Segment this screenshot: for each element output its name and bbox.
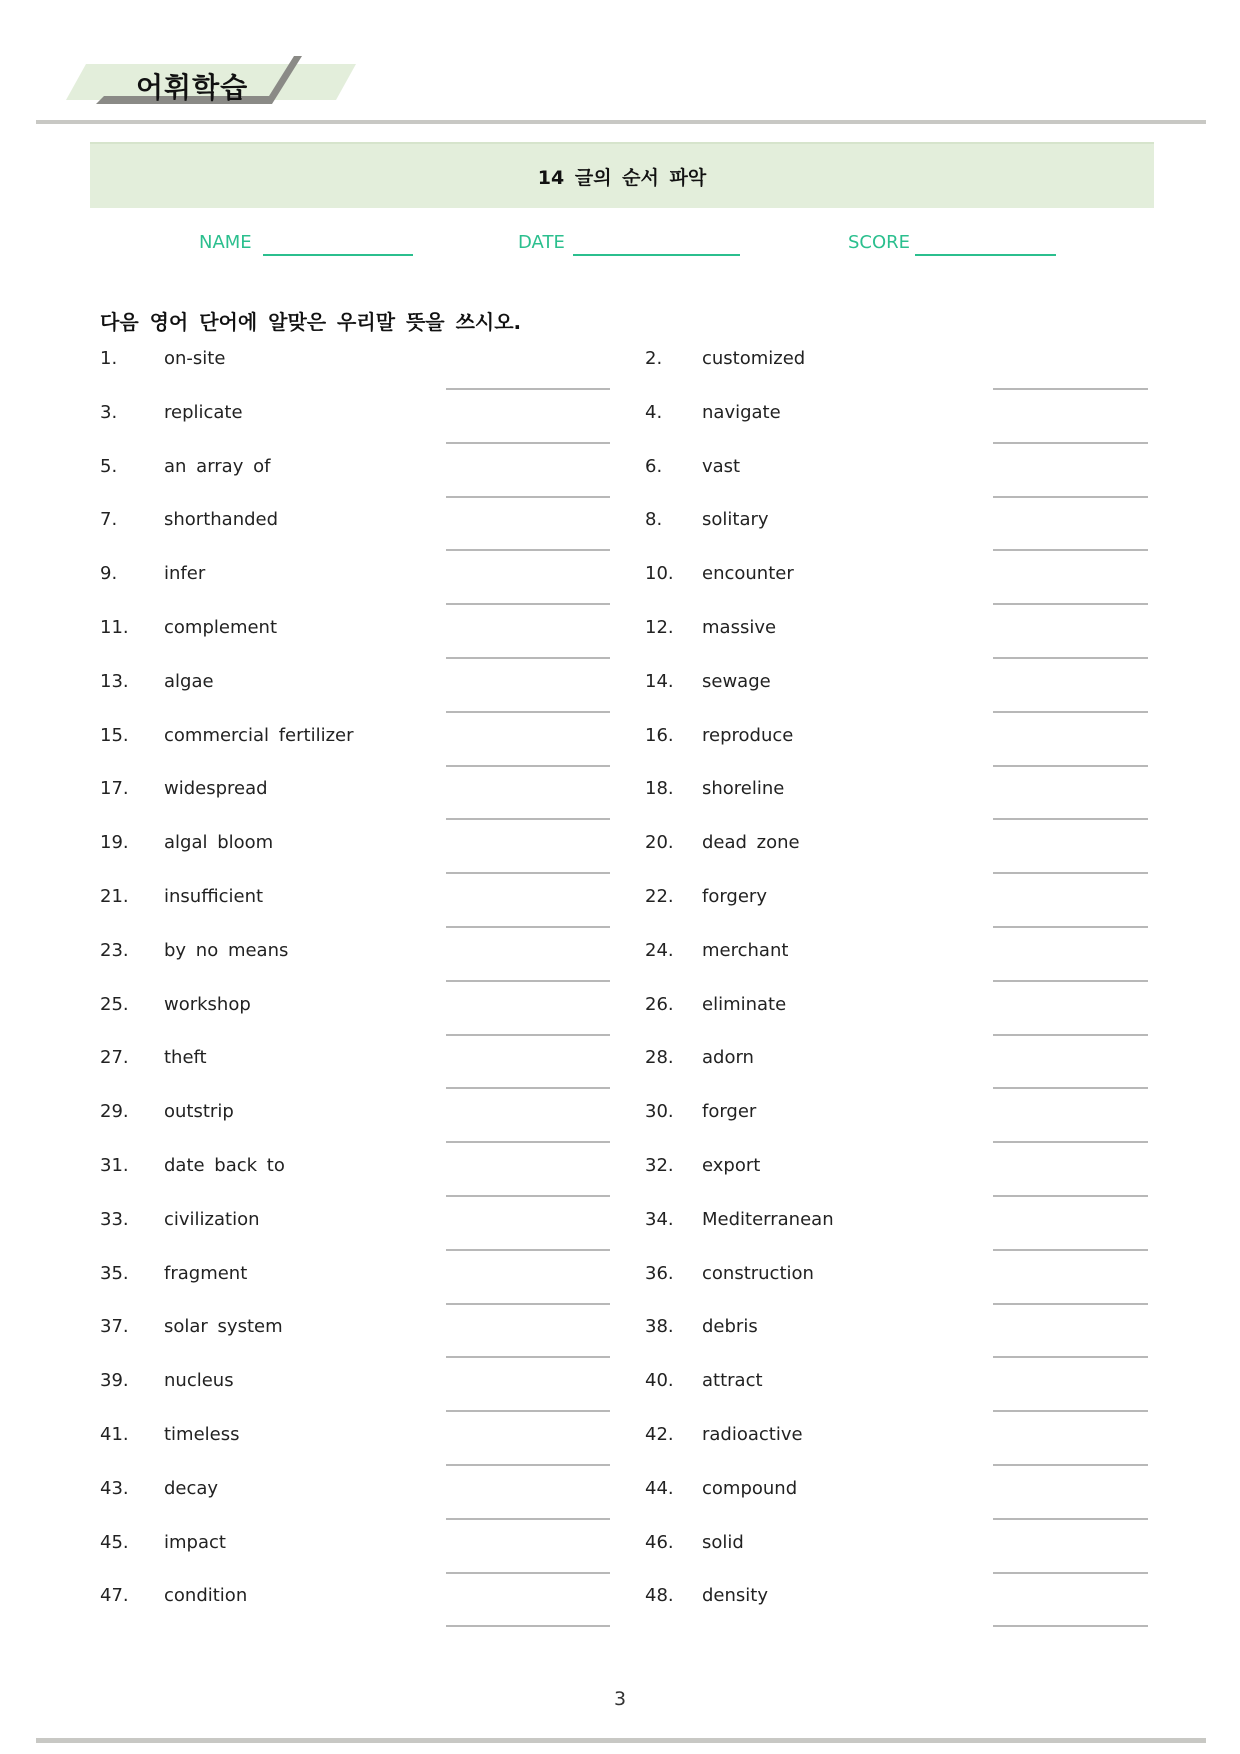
vocab-word: Mediterranean (702, 1208, 834, 1230)
vocab-item (645, 1478, 1148, 1532)
vocab-item (100, 348, 610, 402)
vocab-item (100, 940, 610, 994)
answer-line[interactable] (446, 818, 610, 820)
answer-line[interactable] (993, 388, 1148, 390)
vocab-item (100, 994, 610, 1048)
vocab-number: 37. (100, 1316, 129, 1338)
vocab-item (100, 1370, 610, 1424)
vocab-item (100, 563, 610, 617)
vocab-word: on-site (164, 348, 226, 369)
vocab-number: 18. (645, 778, 674, 800)
vocab-number: 1. (100, 348, 118, 369)
vocab-word: an array of (164, 455, 271, 477)
vocab-number: 42. (645, 1424, 674, 1445)
answer-line[interactable] (993, 1141, 1148, 1143)
answer-line[interactable] (993, 1572, 1148, 1574)
vocab-item (645, 1155, 1148, 1209)
vocab-word: solitary (702, 509, 769, 531)
answer-line[interactable] (993, 926, 1148, 928)
answer-line[interactable] (446, 711, 610, 713)
vocab-item (645, 348, 1148, 402)
vocab-item (645, 1424, 1148, 1478)
answer-line[interactable] (446, 1518, 610, 1520)
answer-line[interactable] (993, 496, 1148, 498)
bottom-divider (36, 1738, 1206, 1743)
vocab-item (100, 725, 610, 779)
vocab-word: replicate (164, 401, 243, 423)
vocab-number: 43. (100, 1477, 129, 1499)
answer-line[interactable] (993, 549, 1148, 551)
vocab-word: condition (164, 1585, 248, 1607)
vocab-number: 8. (645, 509, 663, 531)
answer-line[interactable] (993, 818, 1148, 820)
vocab-item (100, 1047, 610, 1101)
vocab-word: density (702, 1585, 768, 1607)
vocab-number: 15. (100, 724, 129, 746)
vocab-item (645, 1370, 1148, 1424)
answer-line[interactable] (446, 657, 610, 659)
vocab-number: 23. (100, 939, 129, 961)
answer-line[interactable] (993, 1034, 1148, 1036)
answer-line[interactable] (446, 1141, 610, 1143)
vocab-word: widespread (164, 778, 268, 800)
vocab-item (645, 509, 1148, 563)
vocab-word: eliminate (702, 993, 787, 1015)
vocab-item (100, 456, 610, 510)
answer-line[interactable] (993, 1625, 1148, 1627)
vocab-number: 10. (645, 563, 674, 585)
vocab-word: shoreline (702, 778, 785, 800)
vocab-word: merchant (702, 939, 789, 961)
vocab-word: solid (702, 1531, 744, 1553)
vocab-number: 24. (645, 939, 674, 961)
vocab-word: algae (164, 670, 214, 692)
date-label: DATE (518, 232, 565, 253)
vocab-item (645, 617, 1148, 671)
vocab-number: 13. (100, 670, 129, 692)
vocab-item (100, 1316, 610, 1370)
vocab-word: theft (164, 1047, 207, 1069)
vocab-item (645, 832, 1148, 886)
vocab-number: 38. (645, 1316, 674, 1338)
answer-line[interactable] (446, 1249, 610, 1251)
vocab-word: commercial fertilizer (164, 724, 354, 746)
vocab-number: 28. (645, 1047, 674, 1069)
vocab-number: 14. (645, 670, 674, 692)
vocab-word: insufficient (164, 886, 264, 907)
vocab-word: nucleus (164, 1370, 234, 1392)
vocab-item (100, 1155, 610, 1209)
vocab-word: encounter (702, 563, 794, 585)
vocab-number: 26. (645, 993, 674, 1015)
vocab-item (645, 1532, 1148, 1586)
page-number: 3 (613, 1688, 627, 1710)
answer-line[interactable] (446, 1087, 610, 1089)
vocab-word: fragment (164, 1262, 248, 1284)
vocab-item (645, 1209, 1148, 1263)
vocab-number: 40. (645, 1370, 674, 1392)
vocab-word: infer (164, 563, 206, 585)
answer-line[interactable] (446, 980, 610, 982)
vocab-number: 11. (100, 617, 129, 638)
vocab-item (645, 1263, 1148, 1317)
name-label: NAME (199, 232, 252, 253)
instruction-text: 다음 영어 단어에 알맞은 우리말 뜻을 쓰시오. (100, 310, 522, 334)
answer-line[interactable] (446, 603, 610, 605)
answer-line[interactable] (446, 388, 610, 390)
answer-line[interactable] (446, 1625, 610, 1627)
vocab-item (100, 671, 610, 725)
vocab-item (645, 1047, 1148, 1101)
vocab-word: adorn (702, 1047, 754, 1069)
answer-line[interactable] (446, 442, 610, 444)
vocab-word: compound (702, 1477, 798, 1499)
vocab-word: complement (164, 617, 278, 638)
answer-line[interactable] (993, 1410, 1148, 1412)
vocab-item (645, 563, 1148, 617)
answer-line[interactable] (446, 1410, 610, 1412)
answer-line[interactable] (446, 1195, 610, 1197)
vocab-item (100, 832, 610, 886)
answer-line[interactable] (993, 711, 1148, 713)
vocab-item (100, 1101, 610, 1155)
vocab-number: 32. (645, 1155, 674, 1176)
answer-line[interactable] (446, 496, 610, 498)
vocab-number: 9. (100, 563, 118, 585)
vocab-word: civilization (164, 1208, 260, 1230)
vocab-item (645, 1316, 1148, 1370)
answer-line[interactable] (993, 872, 1148, 874)
vocab-number: 22. (645, 886, 674, 907)
vocab-word: attract (702, 1370, 763, 1392)
answer-line[interactable] (446, 872, 610, 874)
vocab-number: 6. (645, 455, 663, 477)
vocab-number: 19. (100, 832, 129, 854)
vocab-word: workshop (164, 993, 251, 1015)
vocab-number: 17. (100, 778, 129, 800)
vocab-item (645, 725, 1148, 779)
vocab-number: 5. (100, 455, 118, 477)
vocab-number: 41. (100, 1424, 129, 1445)
answer-line[interactable] (446, 1572, 610, 1574)
vocab-word: customized (702, 348, 806, 369)
vocab-number: 2. (645, 348, 663, 369)
vocab-item (100, 617, 610, 671)
vocab-number: 7. (100, 509, 118, 531)
vocab-number: 35. (100, 1262, 129, 1284)
vocab-number: 31. (100, 1155, 129, 1176)
vocab-word: forgery (702, 886, 767, 907)
score-label: SCORE (848, 232, 911, 253)
vocab-number: 46. (645, 1531, 674, 1553)
vocab-item (100, 1478, 610, 1532)
vocab-item (100, 886, 610, 940)
vocab-item (100, 1263, 610, 1317)
vocab-item (100, 1209, 610, 1263)
answer-line[interactable] (446, 1356, 610, 1358)
vocab-item (100, 1532, 610, 1586)
vocab-word: date back to (164, 1155, 285, 1176)
vocab-word: vast (702, 455, 741, 477)
vocab-item (645, 940, 1148, 994)
vocab-number: 30. (645, 1101, 674, 1123)
vocab-item (645, 778, 1148, 832)
vocab-number: 21. (100, 886, 129, 907)
vocab-item (645, 994, 1148, 1048)
answer-line[interactable] (993, 603, 1148, 605)
vocab-word: algal bloom (164, 832, 274, 854)
vocab-number: 12. (645, 617, 674, 638)
vocab-word: forger (702, 1101, 757, 1123)
answer-line[interactable] (993, 1249, 1148, 1251)
vocab-word: dead zone (702, 832, 800, 854)
vocab-word: solar system (164, 1316, 283, 1338)
answer-line[interactable] (993, 1356, 1148, 1358)
vocab-number: 47. (100, 1585, 129, 1607)
vocab-number: 16. (645, 724, 674, 746)
vocab-word: sewage (702, 670, 771, 692)
answer-line[interactable] (993, 765, 1148, 767)
vocab-word: impact (164, 1531, 226, 1553)
vocab-word: shorthanded (164, 509, 279, 531)
vocab-number: 36. (645, 1262, 674, 1284)
vocab-number: 39. (100, 1370, 129, 1392)
vocab-number: 20. (645, 832, 674, 854)
vocab-number: 4. (645, 401, 663, 423)
vocab-word: outstrip (164, 1101, 234, 1123)
answer-line[interactable] (446, 926, 610, 928)
vocab-word: reproduce (702, 724, 794, 746)
vocab-word: by no means (164, 939, 289, 961)
vocab-word: massive (702, 617, 777, 638)
vocab-number: 44. (645, 1477, 674, 1499)
answer-line[interactable] (993, 1303, 1148, 1305)
vocab-item (645, 456, 1148, 510)
answer-line[interactable] (446, 765, 610, 767)
vocab-word: timeless (164, 1424, 240, 1445)
vocab-item (100, 1585, 610, 1639)
vocab-item (645, 402, 1148, 456)
vocab-number: 48. (645, 1585, 674, 1607)
vocab-word: export (702, 1155, 761, 1176)
vocab-item (100, 1424, 610, 1478)
vocab-word: navigate (702, 401, 781, 423)
vocab-number: 45. (100, 1531, 129, 1553)
answer-line[interactable] (993, 1195, 1148, 1197)
answer-line[interactable] (993, 980, 1148, 982)
vocab-number: 27. (100, 1047, 129, 1069)
answer-line[interactable] (993, 1087, 1148, 1089)
answer-line[interactable] (993, 1464, 1148, 1466)
vocab-item (100, 402, 610, 456)
vocab-item (645, 1101, 1148, 1155)
vocab-word: construction (702, 1262, 814, 1284)
answer-line[interactable] (446, 1034, 610, 1036)
vocab-number: 25. (100, 993, 129, 1015)
vocab-word: debris (702, 1316, 758, 1338)
vocab-item (645, 671, 1148, 725)
vocab-item (100, 778, 610, 832)
vocab-number: 3. (100, 401, 118, 423)
answer-line[interactable] (993, 1518, 1148, 1520)
vocab-number: 33. (100, 1208, 129, 1230)
answer-line[interactable] (993, 657, 1148, 659)
answer-line[interactable] (993, 442, 1148, 444)
vocab-word: decay (164, 1477, 219, 1499)
vocab-word: radioactive (702, 1424, 803, 1445)
answer-line[interactable] (446, 1303, 610, 1305)
vocab-item (645, 886, 1148, 940)
answer-line[interactable] (446, 1464, 610, 1466)
worksheet-title: 14 글의 순서 파악 (537, 166, 707, 189)
vocab-number: 34. (645, 1208, 674, 1230)
vocab-number: 29. (100, 1101, 129, 1123)
vocab-item (645, 1585, 1148, 1639)
header-title: 어휘학습 (136, 71, 249, 104)
answer-line[interactable] (446, 549, 610, 551)
vocab-item (100, 509, 610, 563)
